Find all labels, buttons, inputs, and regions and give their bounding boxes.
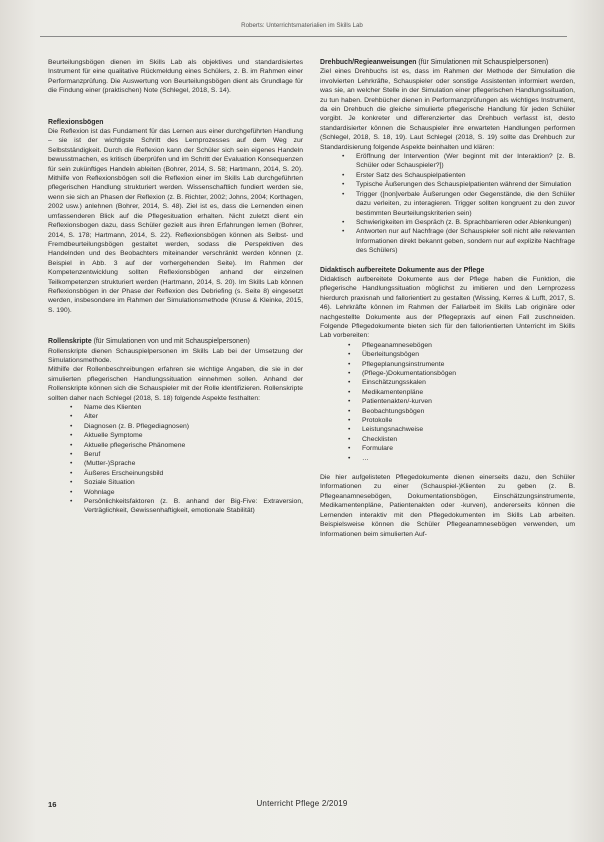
list-item: • Aktuelle Symptome: [84, 431, 303, 440]
left-column: [48, 58, 303, 516]
list-item: • …: [362, 454, 575, 463]
journal-footer: Unterricht Pflege 2/2019: [256, 799, 348, 808]
list-pflegedokumente: [320, 341, 575, 463]
heading-drehbuch-subtitle: (für Simulationen mit Schauspielpersonen): [416, 59, 549, 66]
list-item: • Patientenakten/-kurven: [362, 397, 575, 406]
paragraph-drehbuch: Ziel eines Drehbuchs ist es, dass im Rahmen der Methode der Simulation die involvierten Lehrkräfte, Schauspieler oder sonstige Assistenten informiert werden, was sie, an welcher Stelle in der Simulation einer pflegerischen Handlungssituation, zu tun haben. Drehbücher dienen in Performanzprüfungen als wichtiges Instrument, da ein Drehbuch die gleiche simulierte pflegerische Handlung für jeden Schüler vorgibt. Je konkreter und differenzierter das Drehbuch verfasst ist, desto standardisierter können die Schauspieler ihre erwarteten Handlungen performen (Schlegel, 2018, S. 18, 19). Laut Schlegel (2018, S. 19) sollte das Drehbuch zur Standardisierung folgende Aspekte beinhalten und klären:: [320, 68, 575, 151]
list-item: • Antworten nur auf Nachfrage (der Schauspieler soll nicht alle relevanten Informationen direkt bekannt geben, sondern nur auf explizite Nachfrage des Schülers): [356, 227, 575, 255]
list-item: • Aktuelle pflegerische Phänomene: [84, 441, 303, 450]
list-item: • Einschätzungsskalen: [362, 378, 575, 387]
list-item: • Alter: [84, 412, 303, 421]
right-column: [320, 58, 575, 539]
list-item: • Protokolle: [362, 416, 575, 425]
paragraph-reflexion: Die Reflexion ist das Fundament für das Lernen aus einer durchgeführten Handlung – sie ist der wichtigste Schritt des Lernprozesses auf dem Weg zur Selbstständigkeit. Durch die Reflexion kann der Schüler sich sein eigenes Handeln bewusstmachen, es kritisch überprüfen und im Schritt der Evaluation Konsequenzen für sein zukünftiges Handeln ableiten (Bohrer, 2014, S. 58; Hartmann, 2014, S. 20). Mithilfe von Reflexionsbögen soll die Reflexion einer im Skills Lab durchgeführten pflegerischen Handlung strukturiert werden. Wissenschaftlich fundiert werden sie, wenn sie sich an Phasen der Reflexion (z. B. Richter, 2002; Johns, 2004; Korthagen, 2002 usw.) anlehnen (Bohrer, 2014, S. 48). Ziel ist es, dass die Lernenden einen umfassenderen Blick auf die Pflegesituation erhalten. Nicht zuletzt dient ein Reflexionsbogen dazu, dass Schüler gezielt aus ihren Erfahrungen lernen (Bohrer, 2014, S. 178; Hartmann, 2014, S. 22). Reflexionsbögen können als Selbst- und Fremdbeurteilungsbögen gestaltet werden, sodass die Perspektiven des Handelnden und des Beobachters miteinander verschränkt werden können (z. Beispiel in Abb. 3 auf der vorhergehenden Seite). Im Rahmen der Kompetenzentwicklung sollten Reflexionsbögen anhand der einzelnen Teilkompetenzen strukturiert werden (Hartmann, 2014, S. 20). Im Skills Lab können Reflexionsbögen in der Phase der Reflexion des Debriefing (s. Seite 8) eingesetzt werden, insbesondere im Rahmen der Simulationsmethode (Kruse & Kleinke, 2015, S. 190).: [48, 128, 303, 314]
list-item: • Leistungsnachweise: [362, 425, 575, 434]
list-item: • Medikamentenpläne: [362, 388, 575, 397]
list-item: • Trigger ([non]verbale Äußerungen oder Gegenstände, die den Schüler dazu verleiten, zu interagieren. Trigger sollten kongruent zu den zuvor bestimmten Beurteilungskriterien sein): [356, 190, 575, 218]
paragraph-didaktische-dokumente: Didaktisch aufbereitete Dokumente aus der Pflege haben die Funktion, die pflegerische Handlungssituation möglichst zu imitieren und den Lernprozess hierdurch praxisnah und fallorientiert zu gestalten (Wissing, Kerres & Lufft, 2017, S. 46). Lehrkräfte können im Rahmen der Fallarbeit im Skills Lab originäre oder nachgestellte Dokumente aus der Pflegepraxis auf einen Fall zuschneiden. Folgende Pflegedokumente bieten sich für den fallorientierten Unterricht im Skills Lab vorbereiten:: [320, 275, 575, 340]
running-header: Roberts: Unterrichtsmaterialien im Skills Lab: [241, 22, 363, 29]
heading-rollenskripte-subtitle: (für Simulationen von und mit Schauspielpersonen): [91, 338, 250, 346]
list-item: • (Mutter-)Sprache: [84, 459, 303, 468]
paragraph-beurteilungsboegen: Beurteilungsbögen dienen im Skills Lab als objektives und standardisiertes Instrument für eine qualitative Rückmeldung eines Schülers, z. B. im Rahmen einer Performanzprüfung. Die Auswertung von Beurteilungsbögen dient als Grundlage für die Findung einer (praktischen) Note (Schlegel, 2018, S. 14).: [48, 59, 303, 95]
paragraph-rollenskripte-body: Mithilfe der Rollenbeschreibungen erfahren sie wichtige Angaben, die sie in der simulierten pflegerischen Handlungssituation einnehmen sollen. Anhand der Rollenskripte können sich die Schauspieler mit der Rolle identifizieren. Rollenskripte sollten daher nach Schlegel (2018, S. 18) folgende Aspekte festhalten:: [48, 366, 303, 402]
spacer: [320, 256, 575, 266]
list-item: • Schwierigkeiten im Gespräch (z. B. Sprachbarrieren oder Ablenkungen): [356, 218, 575, 227]
list-item: • Überleitungsbögen: [362, 350, 575, 359]
list-item: • Diagnosen (z. B. Pflegediagnosen): [84, 422, 303, 431]
list-item: • Beruf: [84, 450, 303, 459]
list-item: • (Pflege-)Dokumentationsbögen: [362, 369, 575, 378]
list-rollenskript-aspekte: [48, 403, 303, 516]
paragraph-closing: Die hier aufgelisteten Pflegedokumente dienen einerseits dazu, den Schüler Informationen zu einer (Schauspiel-)Klienten zu geben (z. B. Pflegeanamnesebögen, Dokumentationsbögen, Einschätzungsinstrumente, Medikamentenpläne, Patientenakten oder -kurven), andererseits können die Lernenden interaktiv mit den Pflegedokumenten im Skills Lab arbeiten. Beispielsweise können die Schüler Pflegeanamnesebögen verwenden, um Informationen beim simulierten Auf-: [320, 474, 575, 538]
list-item: • Formulare: [362, 444, 575, 453]
list-item: • Name des Klienten: [84, 403, 303, 412]
heading-reflexionsboegen: Reflexionsbögen: [48, 118, 104, 126]
list-drehbuch-aspekte: [320, 152, 575, 255]
heading-rollenskripte-title: Rollenskripte: [48, 338, 92, 346]
list-item: • Pflegeanamnesebögen: [362, 341, 575, 350]
spacer: [48, 96, 303, 118]
list-item: • Eröffnung der Intervention (Wer beginnt mit der Interaktion? [z. B. Schüler oder Schauspieler?]): [356, 152, 575, 171]
header-rule: [40, 36, 567, 37]
list-item: • Pflegeplanungsinstrumente: [362, 360, 575, 369]
spacer: [320, 463, 575, 473]
list-item: • Wohnlage: [84, 488, 303, 497]
heading-drehbuch-title: Drehbuch/Regieanweisungen: [320, 59, 417, 66]
page-number: 16: [48, 800, 57, 809]
list-item: • Äußeres Erscheinungsbild: [84, 469, 303, 478]
list-item: • Checklisten: [362, 435, 575, 444]
spacer: [48, 315, 303, 337]
heading-didaktische-dokumente: Didaktisch aufbereitete Dokumente aus der Pflege: [320, 266, 485, 274]
paragraph-rollenskripte-intro: Rollenskripte dienen Schauspielpersonen im Skills Lab bei der Umsetzung der Simulationsmethode.: [48, 347, 303, 364]
list-item: • Erster Satz des Schauspielpatienten: [356, 171, 575, 180]
list-item: • Soziale Situation: [84, 478, 303, 487]
list-item: • Beobachtungsbögen: [362, 407, 575, 416]
heading-drehbuch: [320, 58, 575, 67]
list-item: • Typische Äußerungen des Schauspielpatienten während der Simulation: [356, 180, 575, 189]
list-item: • Persönlichkeitsfaktoren (z. B. anhand der Big-Five: Extraversion, Verträglichkeit, Gewissenhaftigkeit, emotionale Stabilität): [84, 497, 303, 516]
heading-rollenskripte: [48, 337, 303, 346]
